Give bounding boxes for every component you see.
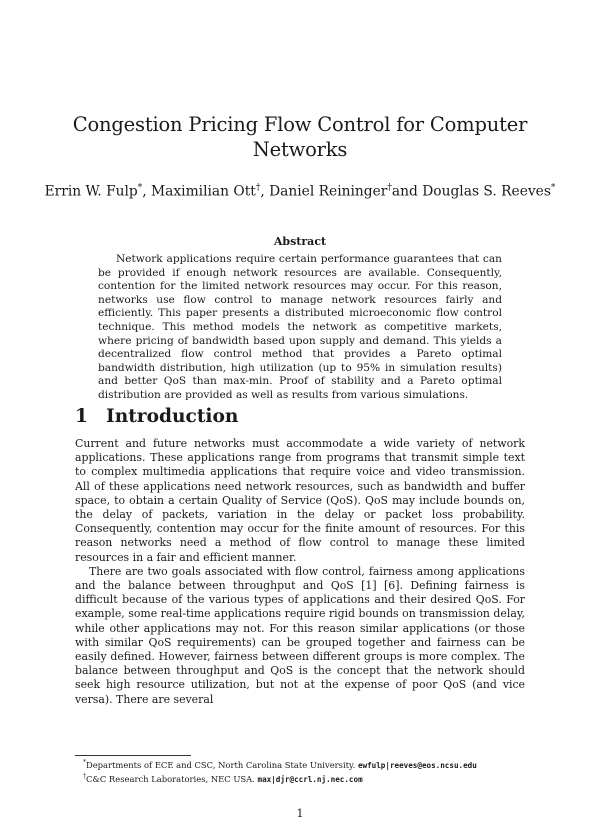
- abstract-body: [98, 253, 502, 403]
- author-mark: *: [137, 183, 143, 193]
- author-fulp: Errin W. Fulp: [44, 183, 138, 200]
- section-heading: [75, 406, 238, 427]
- abstract-text: Network applications require certain performance guarantees that can be provided if enough network resources are available. Consequently, contention for the limited network resources may occur. For this reason, networks use flow control to manage network resources fairly and efficiently. This paper presents a distributed microeconomic flow control technique. This method models the network as competitive markets, where pricing of bandwidth based upon supply and demand. This yields a decentralized flow control method that provides a Pareto optimal bandwidth distribution, high utilization (up to 95% in simulation results) and better QoS than max-min. Proof of stability and a Pareto optimal distribution are provided as well as results from various simulations.: [98, 253, 502, 401]
- section-body: [75, 437, 525, 707]
- author-reeves: and Douglas S. Reeves: [391, 183, 551, 200]
- footnote-mark: †: [83, 772, 86, 780]
- author-mark: *: [550, 183, 556, 193]
- section-title: Introduction: [106, 406, 239, 427]
- author-list: [40, 179, 560, 201]
- footnote-rule: [75, 755, 191, 756]
- author-mark: †: [387, 183, 392, 193]
- page-number: 1: [296, 807, 304, 820]
- title-line-1: Congestion Pricing Flow Control for Computer: [72, 113, 528, 136]
- title-line-2: Networks: [252, 138, 348, 161]
- paragraph: There are two goals associated with flow control, fairness among applications and the balance between throughput and QoS [1] [6]. Defining fairness is difficult because of the various types of applications and their desired QoS. For example, some real-time applications require rigid bounds on transmission delay, while other applications may not. For this reason similar applications (or those with similar QoS requirements) can be grouped together and fairness can be easily defined. However, fairness between different groups is more complex. The balance between throughput and QoS is the concept that the network should seek high resource utilization, but not at the expense of poor QoS (and vice versa). There are several: [75, 564, 525, 706]
- footnote-text: Departments of ECE and CSC, North Carolina State University.: [86, 759, 358, 770]
- section-number: 1: [75, 406, 88, 427]
- author-ott: , Maximilian Ott: [142, 183, 256, 200]
- footnote-2: [75, 771, 535, 785]
- footnote-email: ewfulp|reeves@eos.ncsu.edu: [357, 760, 477, 770]
- paragraph: Current and future networks must accommodate a wide variety of network applications. These applications range from programs that transmit simple text to complex multimedia applications that require voice and video transmission. All of these applications need network resources, such as bandwidth and buffer space, to obtain a certain Quality of Service (QoS). QoS may include bounds on, the delay of packets, variation in the delay or packet loss probability. Consequently, contention may occur for the finite amount of resources. For this reason networks need a method of flow control to manage these limited resources in a fair and efficient manner.: [75, 437, 525, 564]
- footnotes: [75, 757, 535, 785]
- footnote-text: C&C Research Laboratories, NEC USA.: [86, 773, 258, 784]
- paper-title: [60, 112, 540, 162]
- footnote-email: max|djr@ccrl.nj.nec.com: [257, 774, 363, 784]
- abstract-heading: Abstract: [273, 235, 327, 248]
- author-mark: †: [255, 183, 261, 193]
- author-reininger: , Daniel Reininger: [260, 183, 388, 200]
- footnote-mark: *: [83, 759, 86, 766]
- footnote-1: [75, 757, 535, 771]
